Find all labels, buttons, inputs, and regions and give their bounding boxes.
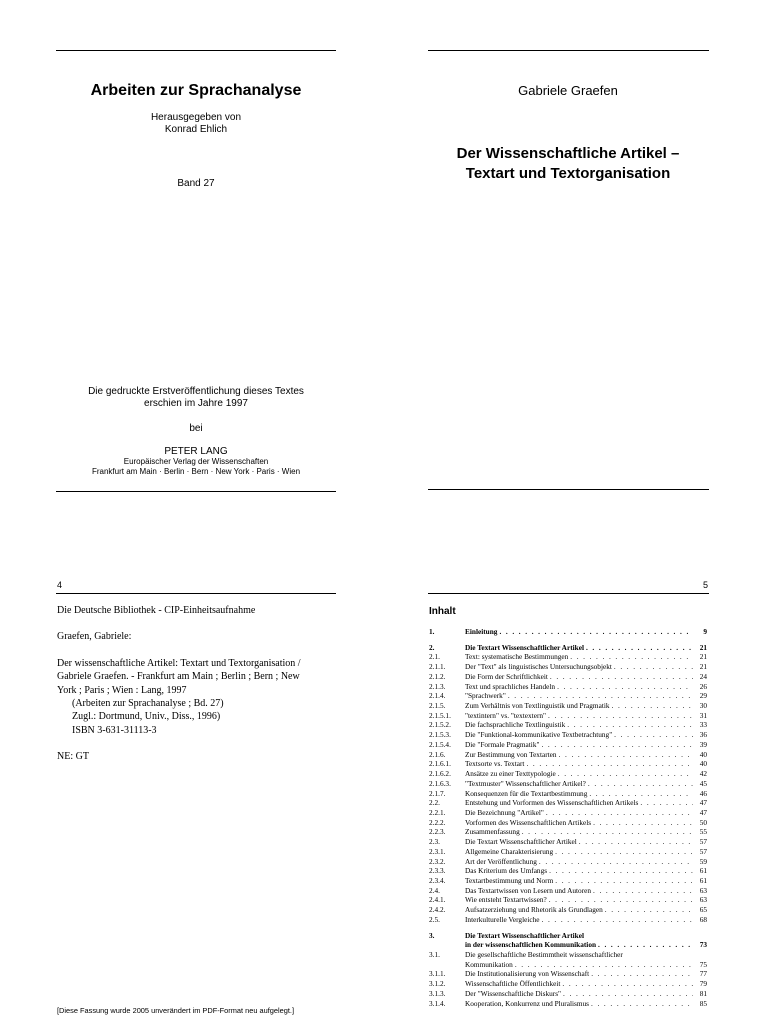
toc-entry-title: Die fachsprachliche Textlinguistik xyxy=(465,720,566,730)
toc-entry[interactable] xyxy=(429,779,707,789)
toc-entry-number: 2.1.1. xyxy=(429,662,446,672)
toc-entry-page: 21 xyxy=(699,662,707,672)
toc-entry[interactable] xyxy=(429,759,707,769)
toc-entry[interactable] xyxy=(429,969,707,979)
toc-entry-title: Wissenschaftliche Öffentlichkeit xyxy=(465,979,561,989)
toc-entry-page: 65 xyxy=(699,905,707,915)
toc-entry-number: 3.1.2. xyxy=(429,979,446,989)
toc-leader-dots xyxy=(560,979,693,989)
toc-leader-dots xyxy=(596,940,693,950)
rule-left-bottom-header xyxy=(56,593,336,594)
toc-entry[interactable] xyxy=(429,750,707,760)
toc-leader-dots xyxy=(539,740,693,750)
toc-entry-number: 3.1.1. xyxy=(429,969,446,979)
toc-entry-title: Aufsatzerziehung und Rhetorik als Grundlagen xyxy=(465,905,603,915)
toc-entry-page: 63 xyxy=(699,885,707,895)
cip-heading: Die Deutsche Bibliothek - CIP-Einheitsaufnahme xyxy=(57,605,256,616)
toc-entry-number: 2.1. xyxy=(429,652,440,662)
toc-entry-page: 30 xyxy=(699,701,707,711)
toc-entry[interactable] xyxy=(429,652,707,662)
toc-entry-title: Das Textartwissen von Lesern und Autoren xyxy=(465,885,592,895)
toc-entry-number: 3.1.4. xyxy=(429,998,446,1008)
toc-entry-title: Text und sprachliches Handeln xyxy=(465,681,556,691)
toc-leader-dots xyxy=(612,730,693,740)
toc-entry[interactable] xyxy=(429,886,707,896)
toc-leader-dots xyxy=(586,779,693,789)
toc-entry-page: 46 xyxy=(699,788,707,798)
toc-entry-title: Die Textart Wissenschaftlicher Artikel xyxy=(465,642,584,652)
toc-entry[interactable] xyxy=(429,672,707,682)
toc-entry[interactable] xyxy=(429,866,707,876)
toc-entry-title: Vorformen des Wissenschaftlichen Artikels xyxy=(465,817,592,827)
toc-entry-title: "textintern" vs. "textextern" xyxy=(465,710,547,720)
toc-entry-page: 21 xyxy=(699,642,707,652)
toc-entry-page: 33 xyxy=(699,720,707,730)
toc-entry[interactable] xyxy=(429,915,707,925)
toc-entry-title: Interkulturelle Vergleiche xyxy=(465,914,540,924)
toc-entry-title: Zum Verhältnis von Textlinguistik und Pragmatik xyxy=(465,701,610,711)
first-publication-note xyxy=(56,386,336,410)
toc-entry[interactable] xyxy=(429,798,707,808)
toc-entry-title: in der wissenschaftlichen Kommunikation xyxy=(465,940,597,950)
toc-entry[interactable] xyxy=(429,905,707,915)
publisher-cities: Frankfurt am Main · Berlin · Bern · New York · Paris · Wien xyxy=(91,467,301,476)
toc-leader-dots xyxy=(553,847,693,857)
toc-entry-page: 77 xyxy=(699,969,707,979)
toc-entry-page: 36 xyxy=(699,730,707,740)
toc-entry-number: 2.1.5.1. xyxy=(429,710,451,720)
toc-entry-number: 3.1. xyxy=(429,950,440,959)
toc-leader-dots xyxy=(589,969,693,979)
toc-entry-title: Allgemeine Charakterisierung xyxy=(465,846,554,856)
rule-left-top xyxy=(56,50,336,51)
toc-entry-title: Kooperation, Konkurrenz und Pluralismus xyxy=(465,998,590,1008)
toc-entry-page: 57 xyxy=(699,837,707,847)
toc-entry[interactable] xyxy=(429,950,707,960)
toc-entry-number: 2.1.6. xyxy=(429,749,446,759)
toc-entry-number: 3.1.3. xyxy=(429,988,446,998)
toc-entry-page: 29 xyxy=(699,691,707,701)
toc-entry[interactable] xyxy=(429,720,707,730)
toc-leader-dots xyxy=(540,915,694,925)
toc-entry-title: "Textmuster" Wissenschaftlicher Artikel? xyxy=(465,778,586,788)
toc-entry-page: 75 xyxy=(699,959,707,969)
toc-entry-page: 40 xyxy=(699,759,707,769)
toc-entry-page: 26 xyxy=(699,681,707,691)
toc-entry[interactable] xyxy=(429,931,707,941)
toc-leader-dots xyxy=(524,759,693,769)
rule-right-top xyxy=(428,50,709,51)
toc-leader-dots xyxy=(577,837,693,847)
toc-entry-number: 2.3.2. xyxy=(429,856,446,866)
toc-entry-number: 2.1.2. xyxy=(429,671,446,681)
toc-entry-title: Das Kriterium des Umfangs xyxy=(465,866,548,876)
publisher-name: PETER LANG xyxy=(164,446,228,457)
cip-entry-line: Der wissenschaftliche Artikel: Textart und Textorganisation / xyxy=(57,657,301,669)
toc-entry-number: 1. xyxy=(429,627,435,636)
toc-entry-number: 2.2.3. xyxy=(429,827,446,837)
page-number: 5 xyxy=(702,580,708,590)
toc-leader-dots xyxy=(547,895,693,905)
toc-entry-number: 2.1.6.1. xyxy=(429,759,451,769)
toc-entry-page: 24 xyxy=(699,671,707,681)
toc-entry-number: 2.4. xyxy=(429,885,440,895)
toc-entry[interactable] xyxy=(429,701,707,711)
toc-entry-title: Die Bezeichnung "Artikel" xyxy=(465,807,544,817)
toc-leader-dots xyxy=(546,711,693,721)
first-pub-line: erschien im Jahre 1997 xyxy=(144,398,248,409)
bei-text: bei xyxy=(189,423,203,434)
toc-entry-title: Die "Formale Pragmatik" xyxy=(465,739,540,749)
toc-leader-dots xyxy=(591,818,693,828)
toc-entry-number: 2.3.4. xyxy=(429,875,446,885)
toc-entry-number: 2.1.3. xyxy=(429,681,446,691)
toc-entry[interactable] xyxy=(429,730,707,740)
toc-entry-page: 55 xyxy=(699,827,707,837)
editor-line: Herausgegeben von xyxy=(150,112,242,123)
rule-left-mid xyxy=(56,491,336,492)
editor-name: Konrad Ehlich xyxy=(164,124,228,135)
toc-leader-dots xyxy=(537,857,693,867)
toc-entry[interactable] xyxy=(429,940,707,950)
toc-entry[interactable] xyxy=(429,643,707,653)
toc-entry-title: Konsequenzen für die Textartbestimmung xyxy=(465,788,588,798)
toc-entry-number: 2.1.5.2. xyxy=(429,720,451,730)
toc-leader-dots xyxy=(603,905,693,915)
cip-series: (Arbeiten zur Sprachanalyse ; Bd. 27) xyxy=(72,698,224,710)
cip-author: Graefen, Gabriele: xyxy=(57,631,132,643)
toc-entry-title: Wie entsteht Textartwissen? xyxy=(465,895,547,905)
toc-entry-page: 57 xyxy=(699,846,707,856)
cip-ne: NE: GT xyxy=(57,751,89,763)
toc-leader-dots xyxy=(557,750,693,760)
toc-entry[interactable] xyxy=(429,662,707,672)
toc-entry[interactable] xyxy=(429,682,707,692)
toc-entry[interactable] xyxy=(429,808,707,818)
book-title xyxy=(428,144,708,184)
toc-entry-page: 73 xyxy=(699,940,707,950)
toc-entry-title: "Sprachwerk" xyxy=(465,691,506,701)
toc-entry-title: Die "Funktional-kommunikative Textbetrachtung" xyxy=(465,730,613,740)
toc-leader-dots xyxy=(589,999,693,1009)
toc-entry[interactable] xyxy=(429,769,707,779)
series-title: Arbeiten zur Sprachanalyse xyxy=(90,82,302,99)
toc-entry[interactable] xyxy=(429,857,707,867)
toc-entry[interactable] xyxy=(429,847,707,857)
toc-entry-title: Die Textart Wissenschaftlicher Artikel xyxy=(465,930,584,940)
toc-entry-number: 2.3.1. xyxy=(429,846,446,856)
cip-dissertation: Zugl.: Dortmund, Univ., Diss., 1996) xyxy=(72,711,221,723)
toc-entry-title: Einleitung xyxy=(465,627,498,636)
toc-entry[interactable] xyxy=(429,827,707,837)
toc-entry-number: 2.1.4. xyxy=(429,691,446,701)
toc-leader-dots xyxy=(548,672,693,682)
toc-entry-number: 2.4.2. xyxy=(429,905,446,915)
toc-entry-page: 59 xyxy=(699,856,707,866)
toc-entry-title: Die Textart Wissenschaftlicher Artikel xyxy=(465,837,577,847)
cip-entry-line: Gabriele Graefen. - Frankfurt am Main ; Berlin ; Bern ; New xyxy=(57,671,300,683)
toc-leader-dots xyxy=(520,827,693,837)
toc-leader-dots xyxy=(612,662,693,672)
toc-leader-dots xyxy=(497,627,693,637)
toc-leader-dots xyxy=(555,682,693,692)
book-title-line: Der Wissenschaftliche Artikel – xyxy=(456,145,680,162)
toc-entry-page: 81 xyxy=(699,988,707,998)
toc-leader-dots xyxy=(568,652,693,662)
author-name: Gabriele Graefen xyxy=(518,83,618,98)
toc-entry-number: 2.4.1. xyxy=(429,895,446,905)
volume-number: Band 27 xyxy=(177,178,215,189)
toc-entry-number: 2.5. xyxy=(429,914,440,924)
toc-entry-page: 45 xyxy=(699,778,707,788)
toc-leader-dots xyxy=(587,789,693,799)
toc-leader-dots xyxy=(506,691,693,701)
toc-entry[interactable] xyxy=(429,740,707,750)
toc-entry-page: 21 xyxy=(699,652,707,662)
toc-entry-title: Die Form der Schriftlichkeit xyxy=(465,671,548,681)
toc-entry-page: 79 xyxy=(699,979,707,989)
toc-entry-title: Text: systematische Bestimmungen xyxy=(465,652,569,662)
toc-entry[interactable] xyxy=(429,789,707,799)
toc-leader-dots xyxy=(638,798,693,808)
toc-entry-title: Die gesellschaftliche Bestimmtheit wissenschaftlicher xyxy=(465,950,623,959)
toc-entry-title: Ansätze zu einer Texttypologie xyxy=(465,769,556,779)
toc-entry-page: 31 xyxy=(699,710,707,720)
toc-leader-dots xyxy=(513,960,693,970)
toc-entry[interactable] xyxy=(429,960,707,970)
rule-right-bottom-header xyxy=(428,593,709,594)
toc-entry-number: 2.1.6.2. xyxy=(429,769,451,779)
toc-leader-dots xyxy=(544,808,693,818)
toc-entry-number: 2.1.5.4. xyxy=(429,739,451,749)
toc-entry[interactable] xyxy=(429,837,707,847)
toc-entry-number: 2. xyxy=(429,642,435,652)
toc-entry-title: Art der Veröffentlichung xyxy=(465,856,537,866)
toc-entry[interactable] xyxy=(429,818,707,828)
toc-entry[interactable] xyxy=(429,979,707,989)
toc-entry-number: 2.1.7. xyxy=(429,788,446,798)
toc-entry-title: Textartbestimmung und Norm xyxy=(465,875,554,885)
toc-leader-dots xyxy=(556,769,693,779)
publisher-sub: Europäischer Verlag der Wissenschaften xyxy=(123,457,269,466)
toc-entry[interactable] xyxy=(429,876,707,886)
toc-entry-title: Der "Wissenschaftliche Diskurs" xyxy=(465,988,562,998)
toc-entry-page: 40 xyxy=(699,749,707,759)
toc-entry-number: 2.2. xyxy=(429,798,440,808)
toc-entry-page: 50 xyxy=(699,817,707,827)
toc-leader-dots xyxy=(565,720,693,730)
toc-heading: Inhalt xyxy=(429,606,456,617)
toc-entry-number: 3. xyxy=(429,930,435,940)
toc-entry-page: 47 xyxy=(699,798,707,808)
toc-leader-dots xyxy=(547,866,693,876)
cip-record xyxy=(57,604,335,764)
toc-entry-title: Der "Text" als linguistisches Untersuchungsobjekt xyxy=(465,662,612,672)
toc-entry[interactable] xyxy=(429,999,707,1009)
toc-entry-title: Kommunikation xyxy=(465,959,513,969)
book-title-line: Textart und Textorganisation xyxy=(465,165,671,182)
toc-entry-page: 39 xyxy=(699,739,707,749)
toc-entry[interactable] xyxy=(429,989,707,999)
toc-entry-number: 2.3.3. xyxy=(429,866,446,876)
rule-right-mid xyxy=(428,489,709,490)
page-number: 4 xyxy=(57,580,63,590)
toc-entry-page: 85 xyxy=(699,998,707,1008)
toc-entry-page: 47 xyxy=(699,807,707,817)
toc-entry-page: 63 xyxy=(699,895,707,905)
toc-leader-dots xyxy=(591,886,693,896)
toc-entry-page: 9 xyxy=(703,627,707,636)
toc-entry[interactable] xyxy=(429,895,707,905)
toc-entry-number: 2.3. xyxy=(429,837,440,847)
toc-entry-page: 42 xyxy=(699,769,707,779)
toc-entry[interactable] xyxy=(429,711,707,721)
toc-entry-page: 68 xyxy=(699,914,707,924)
editor-block xyxy=(56,112,336,136)
toc-entry[interactable] xyxy=(429,691,707,701)
publisher-block xyxy=(56,447,336,477)
cip-isbn: ISBN 3-631-31113-3 xyxy=(72,724,157,736)
footer-note: [Diese Fassung wurde 2005 unverändert im PDF-Format neu aufgelegt.] xyxy=(57,1006,295,1015)
toc-entry[interactable] xyxy=(429,627,707,637)
toc-entry-number: 2.1.5.3. xyxy=(429,730,451,740)
first-pub-line: Die gedruckte Erstveröffentlichung dieses Textes xyxy=(88,386,304,397)
toc-entry-title: Textsorte vs. Textart xyxy=(465,759,525,769)
table-of-contents xyxy=(429,627,707,1008)
toc-entry-page: 61 xyxy=(699,866,707,876)
cip-entry-line: York ; Paris ; Wien : Lang, 1997 xyxy=(57,684,187,696)
toc-entry-title: Zur Bestimmung von Textarten xyxy=(465,749,557,759)
toc-entry-page: 61 xyxy=(699,875,707,885)
toc-entry-number: 2.2.1. xyxy=(429,807,446,817)
toc-entry-title: Entstehung und Vorformen des Wissenschaftlichen Artikels xyxy=(465,798,639,808)
toc-leader-dots xyxy=(610,701,693,711)
toc-entry-number: 2.1.6.3. xyxy=(429,778,451,788)
toc-entry-title: Zusammenfassung xyxy=(465,827,520,837)
toc-leader-dots xyxy=(553,876,693,886)
toc-entry-number: 2.2.2. xyxy=(429,817,446,827)
toc-leader-dots xyxy=(584,643,693,653)
toc-entry-number: 2.1.5. xyxy=(429,701,446,711)
toc-entry-title: Die Institutionalisierung von Wissenschaft xyxy=(465,969,590,979)
toc-leader-dots xyxy=(561,989,693,999)
